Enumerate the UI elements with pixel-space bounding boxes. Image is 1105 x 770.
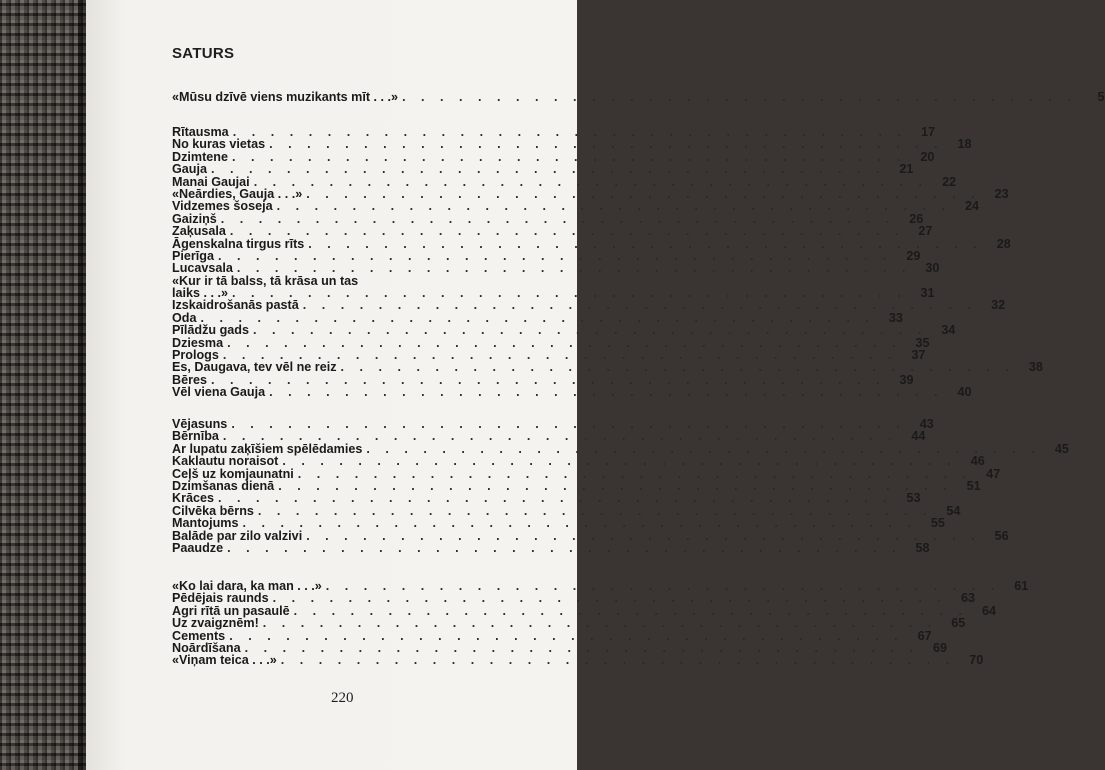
toc-entry-title: Uz zvaigznēm! [172, 616, 259, 631]
toc-leader-dots: . . . . . . . . . . . . . . . . . . . . . . . . . . . . . . . . . . . . [229, 628, 904, 643]
toc-leader-dots: . . . . . . . . . . . . . . . . . . . . . . . . . . . . . . . . . . . . [232, 125, 908, 139]
toc-leader-dots: . . . . . . . . . . . . . . . . . . . . . . . . . . . . . . . . . . . . [220, 211, 896, 226]
toc-entry-page: 29 [906, 248, 921, 263]
toc-entry-page: 69 [933, 640, 948, 655]
toc-entry-page: 64 [982, 603, 997, 618]
toc-section-1 [172, 125, 1043, 400]
toc-entry-page: 20 [920, 149, 935, 164]
toc-entry [172, 616, 966, 631]
toc-entry-page: 26 [909, 211, 924, 226]
toc-entry-page: 58 [915, 540, 930, 555]
toc-section-3 [172, 579, 1029, 668]
toc-leader-dots: . . . . . . . . . . . . . . . . . . . . . . . . . . . . . . . . . . . . [297, 466, 973, 481]
toc-leader-dots: . . . . . . . . . . . . . . . . . . . . . . . . . . . . . . . . . . . . [222, 429, 898, 444]
toc-entry-page: 37 [911, 348, 926, 363]
toc-entry-title: Vēl viena Gauja [172, 385, 266, 400]
toc-entry-title: Gaiziņš [172, 211, 217, 226]
toc-entry-title: Bēres [172, 372, 208, 387]
page-number: 220 [331, 690, 354, 706]
toc-entry [172, 224, 933, 239]
toc-entry-title: Dzimtene [172, 149, 228, 164]
toc-entry-page: 34 [941, 323, 956, 338]
toc-entry-title: Vidzemes šoseja [172, 199, 273, 214]
toc-leader-dots: . . . . . . . . . . . . . . . . . . . . . . . . . . . . . . . . . . . . [325, 579, 1001, 593]
toc-leader-dots: . . . . . . . . . . . . . . . . . . . . . . . . . . . . . . . . . . . . [242, 516, 917, 531]
toc-entry-title: Agri rītā un pasaulē [172, 603, 290, 618]
toc-entry [172, 591, 976, 606]
toc-entry-title: Krāces [172, 491, 215, 506]
toc-entry-page: 45 [1054, 441, 1069, 456]
toc-entry [172, 323, 956, 338]
toc-leader-dots: . . . . . . . . . . . . . . . . . . . . . . . . . . . . . . . . . . . . [218, 248, 893, 263]
toc-leader-dots: . . . . . . . . . . . . . . . . . . . . . . . . . . . . . . . . . . . . [231, 417, 906, 431]
toc-entry-page: 23 [994, 186, 1009, 201]
toc-leader-dots: . . . . . . . . . . . . . . . . . . . . . . . . . . . . . . . . . . . . [278, 478, 953, 493]
toc-leader-dots: . . . . . . . . . . . . . . . . . . . . . . . . . . . . . . . . . . . . [308, 236, 983, 251]
toc-leader-dots: . . . . . . . . . . . . . . . . . . . . . . . . . . . . . . . . . . . . [269, 385, 944, 400]
toc-entry-title: Vējasuns [172, 417, 228, 431]
toc-leader-dots: . . . . . . . . . . . . . . . . . . . . . . . . . . . . . . . . . . . . [227, 335, 902, 350]
toc-entry [172, 360, 1043, 375]
toc-entry-title: No kuras vietas [172, 137, 266, 152]
toc-entry-title: Pierīga [172, 248, 214, 263]
toc-leader-dots: . . . . . . . . . . . . . . . . . . . . . . . . . . . . . . . . . . . . [262, 616, 938, 631]
toc-entry-title: Izskaidrošanās pastā [172, 298, 299, 313]
toc-leader-dots: . . . . . . . . . . . . . . . . . . . . . . . . . . . . . . . . . . . . [293, 603, 969, 618]
toc-leader-dots: . . . . . . . . . . . . . . . . . . . . . . . . . . . . . . . . . . . . [340, 360, 1015, 375]
toc-entry-title: «Ko lai dara, ka man . . .» [172, 579, 322, 593]
toc-entry-title: Zaķusala [172, 224, 226, 239]
toc-entry-page: 17 [921, 125, 936, 139]
toc-entry [172, 653, 984, 668]
toc-entry-page: 54 [946, 503, 961, 518]
toc-entry-title: «Viņam teica . . .» [172, 653, 277, 668]
toc-entry-page: 35 [915, 335, 930, 350]
toc-entry-page: 39 [899, 372, 914, 387]
toc-entry-page: 5 [1097, 90, 1105, 104]
toc-leader-dots: . . . . . . . . . . . . . . . . . . . . . . . . . . . . . . . . . . . . [222, 348, 898, 363]
toc-entry-title: Dzimšanas dienā [172, 478, 275, 493]
toc-leader-dots: . . . . . . . . . . . . . . . . . . . . . . . . . . . . . . . . . . . . [252, 323, 928, 338]
toc-entry-page: 51 [966, 478, 981, 493]
toc-entry-page: 28 [996, 236, 1011, 251]
toc-leader-dots: . . . . . . . . . . . . . . . . . . . . . . . . . . . . . . . . . . . . [211, 372, 886, 387]
toc-leader-dots: . . . . . . . . . . . . . . . . . . . . . . . . . . . . . . . . . . . . [402, 90, 1077, 104]
toc-entry-page: 70 [969, 653, 984, 668]
toc-entry-page: 33 [888, 310, 903, 325]
toc-leader-dots: . . . . . . . . . . . . . . . . . . . . . . . . . . . . . . . . . . . . [257, 503, 933, 518]
toc-entry-page: 40 [957, 385, 972, 400]
toc-entry-page: 44 [911, 429, 926, 444]
toc-entry-page: 27 [918, 224, 933, 239]
toc-entry-page: 38 [1028, 360, 1043, 375]
toc-entry-title: Noārdīšana [172, 640, 241, 655]
toc-entry-title: Paaudze [172, 540, 224, 555]
toc-entry-title: Pīlādžu gads [172, 323, 249, 338]
toc-entry [172, 491, 921, 506]
toc-entry-page: 63 [961, 591, 976, 606]
toc-entry-title: Dziesma [172, 335, 224, 350]
toc-leader-dots: . . . . . . . . . . . . . . . . . . . . . . . . . . . . . . . . . . . . [276, 199, 952, 214]
page-heading: SATURS [172, 45, 235, 62]
toc-leader-dots: . . . . . . . . . . . . . . . . . . . . . . . . . . . . . . . . . . . . [236, 261, 912, 276]
toc-leader-dots: . . . . . . . . . . . . . . . . . . . . . . . . . . . . . . . . . . . . [280, 653, 956, 668]
toc-entry-title: Lucavsala [172, 261, 233, 276]
toc-leader-dots: . . . . . . . . . . . . . . . . . . . . . . . . . . . . . . . . . . . . [366, 441, 1041, 456]
toc-entry [172, 90, 1105, 104]
toc-entry-page: 22 [942, 174, 957, 189]
toc-leader-dots: . . . . . . . . . . . . . . . . . . . . . . . . . . . . . . . . . . . . [306, 186, 981, 201]
toc-leader-dots: . . . . . . . . . . . . . . . . . . . . . . . . . . . . . . . . . . . . [302, 298, 978, 313]
toc-entry-page: 18 [957, 137, 972, 152]
toc-entry-title: Āgenskalna tirgus rīts [172, 236, 305, 251]
toc-leader-dots: . . . . . . . . . . . . . . . . . . . . . . . . . . . . . . . . . . . . [306, 528, 981, 543]
toc-entry [172, 199, 980, 214]
toc-entry [172, 162, 914, 177]
toc-entry-title: Es, Daugava, tev vēl ne reiz [172, 360, 337, 375]
toc-entry-page: 56 [994, 528, 1009, 543]
toc-entry-title: Prologs [172, 348, 219, 363]
toc-leader-dots: . . . . . . . . . . . . . . . . . . . . . . . . . . . . . . . . . . . . [272, 591, 948, 606]
toc-entry-title: Gauja [172, 162, 207, 177]
toc-leader-dots: . . . . . . . . . . . . . . . . . . . . . . . . . . . . . . . . . . . . [218, 491, 893, 506]
toc-entry-title: Mantojums [172, 516, 239, 531]
toc-leader-dots: . . . . . . . . . . . . . . . . . . . . . . . . . . . . . . . . . . . . [232, 286, 907, 301]
toc-section-2 [172, 417, 1069, 555]
toc-entry-title: Pēdējais raunds [172, 591, 269, 606]
toc-entry-page: 21 [899, 162, 914, 177]
toc-entry-page: 30 [925, 261, 940, 276]
toc-entry [172, 429, 926, 444]
toc-leader-dots: . . . . . . . . . . . . . . . . . . . . . . . . . . . . . . . . . . . . [200, 310, 875, 325]
toc-entry-title: «Mūsu dzīvē viens muzikants mīt . . .» [172, 90, 399, 104]
toc-entry [172, 540, 930, 555]
toc-entry-page: 31 [920, 286, 935, 301]
toc-leader-dots: . . . . . . . . . . . . . . . . . . . . . . . . . . . . . . . . . . . . [227, 540, 902, 555]
toc-entry-title: Oda [172, 310, 197, 325]
toc-entry-title: laiks . . .» [172, 286, 229, 301]
toc-leader-dots: . . . . . . . . . . . . . . . . . . . . . . . . . . . . . . . . . . . . [244, 640, 920, 655]
toc-entry-title: Balāde par zilo valzivi [172, 528, 303, 543]
toc-entry-page: 61 [1014, 579, 1029, 593]
toc-entry-page: 67 [917, 628, 932, 643]
toc-entry-title: Manai Gaujai [172, 174, 250, 189]
toc-leader-dots: . . . . . . . . . . . . . . . . . . . . . . . . . . . . . . . . . . . . [229, 224, 905, 239]
toc-entry-title: Rītausma [172, 125, 229, 139]
toc-entry [172, 261, 940, 276]
toc-entry-page: 55 [930, 516, 945, 531]
toc-entry [172, 516, 945, 531]
toc-entry-page: 46 [970, 454, 985, 469]
toc-entry-title: «Kur ir tā balss, tā krāsa un tas [172, 273, 359, 288]
toc-entry-title: Ceļš uz komjaunatni [172, 466, 294, 481]
toc-entry-title: Cements [172, 628, 226, 643]
toc-entry [172, 454, 985, 469]
toc-leader-dots: . . . . . . . . . . . . . . . . . . . . . . . . . . . . . . . . . . . . [211, 162, 886, 177]
toc-entry-page: 32 [991, 298, 1006, 313]
toc-intro-section [172, 90, 1105, 104]
toc-entry-page: 43 [919, 417, 934, 431]
toc-leader-dots: . . . . . . . . . . . . . . . . . . . . . . . . . . . . . . . . . . . . [231, 149, 907, 164]
toc-entry-title: Cilvēka bērns [172, 503, 254, 518]
toc-entry [172, 385, 972, 400]
toc-entry-page: 65 [951, 616, 966, 631]
toc-entry-page: 53 [906, 491, 921, 506]
toc-entry-page: 24 [965, 199, 980, 214]
toc-entry-page: 47 [986, 466, 1001, 481]
toc-entry-title: Bērnība [172, 429, 219, 444]
toc-entry [172, 298, 1006, 313]
toc-entry-title: «Neārdies, Gauja . . .» [172, 186, 303, 201]
toc-entry-title: Ar lupatu zaķīšiem spēlēdamies [172, 441, 363, 456]
toc-leader-dots: . . . . . . . . . . . . . . . . . . . . . . . . . . . . . . . . . . . . [282, 454, 957, 469]
toc-leader-dots: . . . . . . . . . . . . . . . . . . . . . . . . . . . . . . . . . . . . [253, 174, 929, 189]
toc-entry [172, 137, 972, 152]
toc-leader-dots: . . . . . . . . . . . . . . . . . . . . . . . . . . . . . . . . . . . . [269, 137, 944, 152]
toc-entry-title: Kaklautu noraisot [172, 454, 279, 469]
